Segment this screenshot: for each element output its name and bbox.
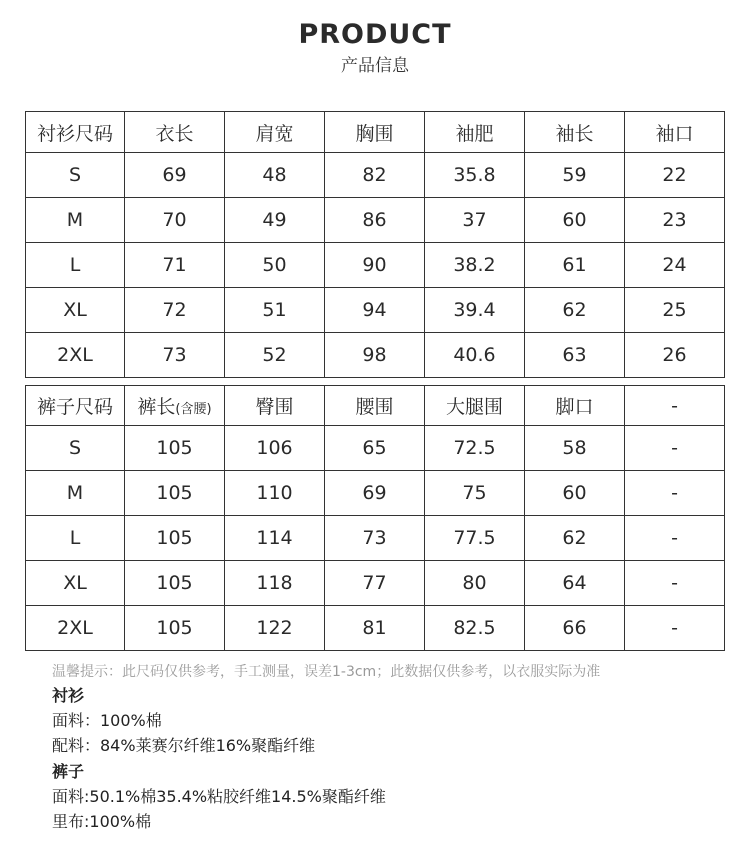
table-cell: 22 <box>625 153 725 198</box>
shirt-header-cell: 袖口 <box>625 112 725 153</box>
shirt-header-cell: 肩宽 <box>225 112 325 153</box>
table-cell: 26 <box>625 333 725 378</box>
pants-header-row <box>26 386 725 426</box>
size-tip: 温馨提示：此尺码仅供参考，手工测量，误差1-3cm；此数据仅供参考，以衣服实际为准 <box>52 664 601 680</box>
table-cell: - <box>625 606 725 651</box>
table-cell: L <box>26 243 125 288</box>
table-cell: 59 <box>525 153 625 198</box>
page-subtitle: 产品信息 <box>341 56 409 76</box>
shirt-header-cell: 袖肥 <box>425 112 525 153</box>
product-notes <box>52 662 722 834</box>
pants-fabric: 面料:50.1%棉35.4%粘胶纤维14.5%聚酯纤维 <box>52 787 386 806</box>
table-cell: 58 <box>525 426 625 471</box>
table-cell: 52 <box>225 333 325 378</box>
pants-size-table <box>25 385 725 651</box>
table-row <box>26 561 725 606</box>
table-cell: - <box>625 471 725 516</box>
shirt-header-cell: 胸围 <box>325 112 425 153</box>
table-cell: 62 <box>525 288 625 333</box>
pants-header-cell: 腰围 <box>325 386 425 426</box>
page-header <box>0 18 750 78</box>
table-cell: 75 <box>425 471 525 516</box>
table-row <box>26 153 725 198</box>
pants-header-cell: - <box>625 386 725 426</box>
table-cell: 80 <box>425 561 525 606</box>
table-cell: 60 <box>525 198 625 243</box>
table-cell: 122 <box>225 606 325 651</box>
table-row <box>26 333 725 378</box>
table-cell: 60 <box>525 471 625 516</box>
table-row <box>26 606 725 651</box>
pants-header-cell: 裤子尺码 <box>26 386 125 426</box>
table-cell: 71 <box>125 243 225 288</box>
table-cell: 69 <box>325 471 425 516</box>
table-cell: 86 <box>325 198 425 243</box>
table-cell: 110 <box>225 471 325 516</box>
table-cell: 39.4 <box>425 288 525 333</box>
table-cell: 61 <box>525 243 625 288</box>
table-cell: 98 <box>325 333 425 378</box>
table-cell: S <box>26 426 125 471</box>
pants-header-cell: 脚口 <box>525 386 625 426</box>
table-cell: XL <box>26 288 125 333</box>
pants-lining: 里布:100%棉 <box>52 812 152 831</box>
shirt-size-table <box>25 111 725 378</box>
table-row <box>26 426 725 471</box>
table-cell: 2XL <box>26 606 125 651</box>
table-cell: - <box>625 426 725 471</box>
pants-header-cell: 臀围 <box>225 386 325 426</box>
table-cell: 81 <box>325 606 425 651</box>
table-cell: 63 <box>525 333 625 378</box>
table-cell: M <box>26 471 125 516</box>
table-row <box>26 516 725 561</box>
table-row <box>26 198 725 243</box>
table-cell: - <box>625 561 725 606</box>
table-cell: 105 <box>125 561 225 606</box>
table-cell: 72.5 <box>425 426 525 471</box>
table-cell: 50 <box>225 243 325 288</box>
table-row <box>26 288 725 333</box>
table-cell: 114 <box>225 516 325 561</box>
shirt-header-row <box>26 112 725 153</box>
table-cell: 105 <box>125 516 225 561</box>
pants-header-cell: 大腿围 <box>425 386 525 426</box>
table-cell: 25 <box>625 288 725 333</box>
table-cell: XL <box>26 561 125 606</box>
pants-header-cell <box>125 386 225 426</box>
table-cell: 35.8 <box>425 153 525 198</box>
table-cell: 118 <box>225 561 325 606</box>
table-cell: L <box>26 516 125 561</box>
table-cell: 24 <box>625 243 725 288</box>
table-row <box>26 243 725 288</box>
pants-length-note: (含腰) <box>175 402 212 417</box>
table-cell: 48 <box>225 153 325 198</box>
table-cell: 77.5 <box>425 516 525 561</box>
table-cell: 73 <box>125 333 225 378</box>
page-title: PRODUCT <box>298 19 452 50</box>
table-cell: 106 <box>225 426 325 471</box>
table-cell: 70 <box>125 198 225 243</box>
table-cell: M <box>26 198 125 243</box>
table-cell: 23 <box>625 198 725 243</box>
table-row <box>26 471 725 516</box>
shirt-fabric: 面料：100%棉 <box>52 711 162 730</box>
table-cell: 66 <box>525 606 625 651</box>
table-cell: 105 <box>125 471 225 516</box>
table-cell: 51 <box>225 288 325 333</box>
table-cell: 37 <box>425 198 525 243</box>
table-cell: - <box>625 516 725 561</box>
shirt-header-cell: 袖长 <box>525 112 625 153</box>
table-cell: 40.6 <box>425 333 525 378</box>
shirt-material-heading: 衬衫 <box>52 686 85 705</box>
table-cell: 2XL <box>26 333 125 378</box>
table-cell: 90 <box>325 243 425 288</box>
pants-material-heading: 裤子 <box>52 762 85 781</box>
table-cell: 72 <box>125 288 225 333</box>
table-cell: S <box>26 153 125 198</box>
table-cell: 62 <box>525 516 625 561</box>
table-cell: 73 <box>325 516 425 561</box>
table-cell: 49 <box>225 198 325 243</box>
table-cell: 105 <box>125 426 225 471</box>
pants-length-label: 裤长 <box>137 396 176 418</box>
table-cell: 94 <box>325 288 425 333</box>
table-cell: 105 <box>125 606 225 651</box>
table-cell: 82.5 <box>425 606 525 651</box>
table-cell: 64 <box>525 561 625 606</box>
table-cell: 69 <box>125 153 225 198</box>
table-cell: 82 <box>325 153 425 198</box>
table-cell: 65 <box>325 426 425 471</box>
table-cell: 38.2 <box>425 243 525 288</box>
shirt-trim: 配料：84%莱赛尔纤维16%聚酯纤维 <box>52 736 316 755</box>
table-cell: 77 <box>325 561 425 606</box>
shirt-header-cell: 衬衫尺码 <box>26 112 125 153</box>
shirt-header-cell: 衣长 <box>125 112 225 153</box>
